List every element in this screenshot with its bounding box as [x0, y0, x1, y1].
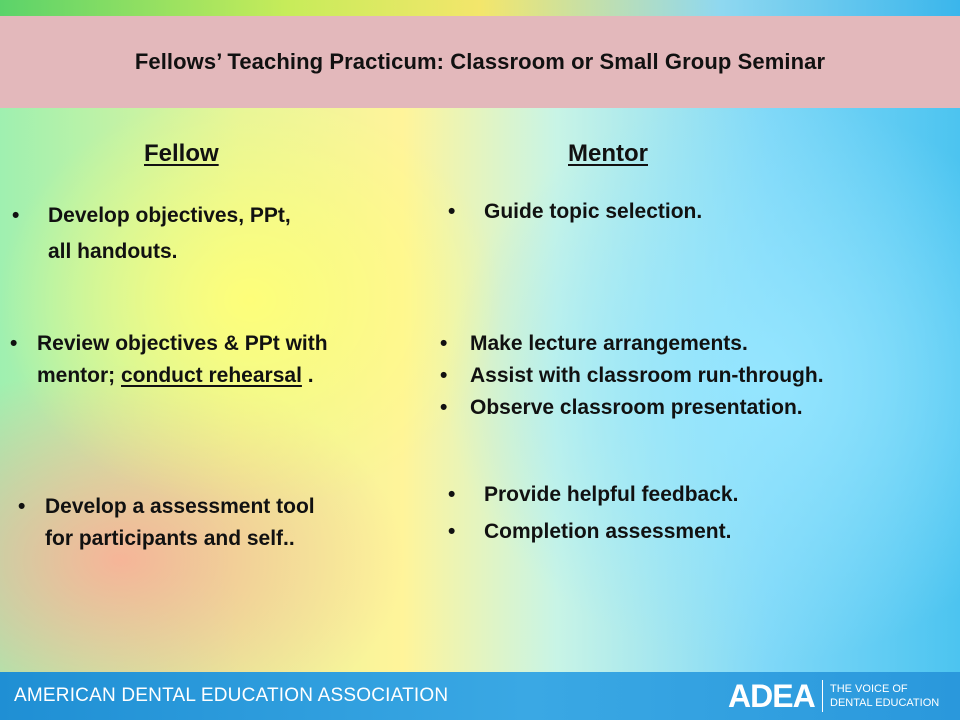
footer-tagline-line2: DENTAL EDUCATION	[830, 697, 940, 709]
fellow-item-assessment-line2: for participants and self..	[45, 527, 295, 550]
bullet: •	[440, 396, 448, 419]
mentor-item-feedback	[448, 479, 738, 511]
footer-bar	[0, 672, 960, 720]
bullet: •	[12, 204, 20, 227]
title-band	[0, 16, 960, 108]
fellow-item-objectives-line2: all handouts.	[48, 240, 178, 263]
bullet: •	[448, 520, 456, 543]
mentor-item-topic	[448, 196, 702, 228]
fellow-item-review-post: .	[301, 364, 314, 387]
mentor-item-lecture	[440, 328, 748, 360]
top-color-strip	[0, 0, 960, 16]
bullet: •	[448, 483, 456, 506]
slide-title: Fellows’ Teaching Practicum: Classroom or Small Group Seminar	[134, 49, 826, 74]
mentor-item-completion	[448, 516, 731, 548]
fellow-item-assessment-line1: Develop a assessment tool	[45, 495, 315, 518]
footer-org-name: AMERICAN DENTAL EDUCATION ASSOCIATION	[14, 685, 449, 706]
fellow-item-review	[10, 328, 328, 392]
mentor-item-lecture-text: Make lecture arrangements.	[470, 332, 748, 355]
fellow-item-review-line1: Review objectives & PPt with	[37, 332, 328, 355]
bullet: •	[18, 495, 26, 518]
fellow-item-assessment	[18, 491, 315, 555]
fellow-item-objectives	[12, 200, 291, 268]
bullet: •	[10, 332, 18, 355]
fellow-heading: Fellow	[144, 140, 219, 167]
conduct-rehearsal-text: conduct rehearsal	[121, 364, 302, 387]
mentor-item-completion-text: Completion assessment.	[484, 520, 732, 543]
mentor-item-observe	[440, 392, 803, 424]
fellow-item-review-pre: mentor;	[37, 364, 121, 387]
mentor-item-topic-text: Guide topic selection.	[484, 200, 703, 223]
fellow-item-review-line2	[37, 360, 328, 392]
bullet: •	[448, 200, 456, 223]
footer-tagline-line1: THE VOICE OF	[830, 683, 908, 695]
mentor-item-runthrough-text: Assist with classroom run-through.	[470, 364, 824, 387]
bullet: •	[440, 332, 448, 355]
footer-tagline	[830, 682, 939, 710]
fellow-item-objectives-line1: Develop objectives, PPt,	[48, 204, 291, 227]
mentor-item-runthrough	[440, 360, 824, 392]
mentor-item-observe-text: Observe classroom presentation.	[470, 396, 803, 419]
bullet: •	[440, 364, 448, 387]
adea-logo: ADEA	[728, 678, 815, 714]
logo-divider	[822, 680, 823, 712]
mentor-heading: Mentor	[568, 140, 648, 167]
mentor-item-feedback-text: Provide helpful feedback.	[484, 483, 739, 506]
